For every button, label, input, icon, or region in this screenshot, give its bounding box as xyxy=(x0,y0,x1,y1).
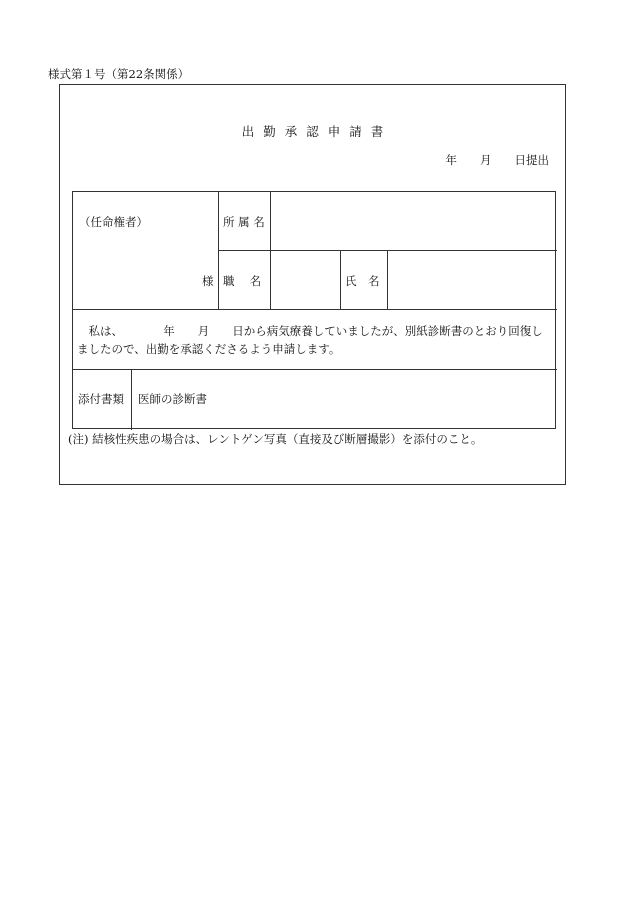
document-title: 出勤承認申請書 xyxy=(241,124,393,139)
position-label: 職 名 xyxy=(223,274,262,288)
application-form xyxy=(59,84,566,485)
column-divider xyxy=(270,192,271,309)
column-divider xyxy=(340,250,341,309)
form-number: 様式第１号（第22条関係） xyxy=(48,67,190,81)
footnote: (注) 結核性疾患の場合は、レントゲン写真（直接及び断層撮影）を添付のこと。 xyxy=(68,432,483,446)
affiliation-field[interactable] xyxy=(277,214,547,230)
column-divider xyxy=(387,250,388,309)
position-field[interactable] xyxy=(277,273,333,289)
name-field[interactable] xyxy=(395,273,545,289)
request-statement: 私は、 年 月 日から病気療養していましたが、別紙診断書のとおり回復しましたので、出勤を承認くださるよう申請します。 xyxy=(77,324,543,356)
application-table xyxy=(72,191,556,429)
submission-date-line: 年 月 日提出 xyxy=(445,153,549,167)
appointer-honorific: 様 xyxy=(202,274,214,288)
column-divider xyxy=(131,369,132,430)
attachment-label: 添付書類 xyxy=(78,392,124,406)
attachment-value: 医師の診断書 xyxy=(138,392,207,406)
affiliation-label: 所 属 名 xyxy=(223,215,265,229)
row-divider xyxy=(73,309,557,310)
appointer-label: （任命権者） xyxy=(79,215,148,229)
name-label: 氏 名 xyxy=(345,274,380,288)
column-divider xyxy=(218,192,219,309)
row-divider xyxy=(73,369,557,370)
